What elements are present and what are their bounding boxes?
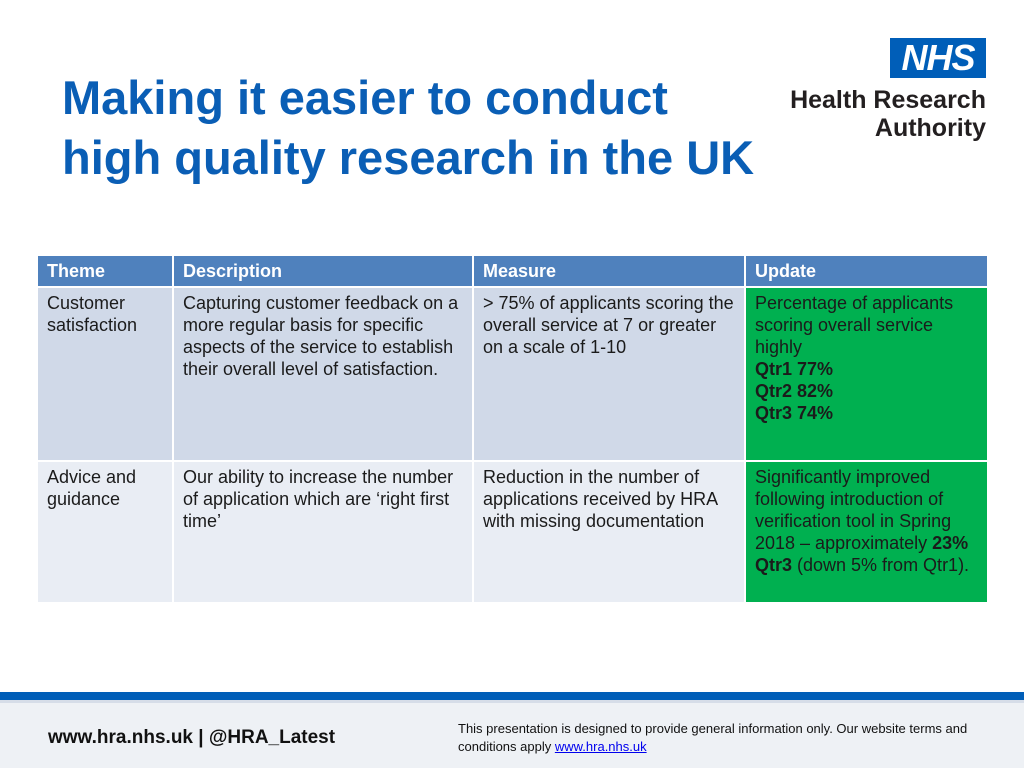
cell-description: Capturing customer feedback on a more regular basis for specific aspects of the service to establish their overall level of satisfaction. <box>173 287 473 461</box>
cell-update <box>745 287 988 461</box>
org-name <box>790 86 986 142</box>
header-theme: Theme <box>37 255 173 287</box>
update-highlight: 23% Qtr3 <box>755 533 969 575</box>
cell-theme: Customer satisfaction <box>37 287 173 461</box>
header-description: Description <box>173 255 473 287</box>
update-qtr2: Qtr2 82% <box>755 381 834 401</box>
table-row <box>37 461 988 603</box>
org-name-line-1: Health Research <box>790 86 986 114</box>
header-measure: Measure <box>473 255 745 287</box>
update-text: Percentage of applicants scoring overall service highly <box>755 293 954 357</box>
update-text: Significantly improved following introduction of verification tool in Spring 2018 – approximately <box>755 467 952 553</box>
footer-website-handle: www.hra.nhs.uk | @HRA_Latest <box>48 727 336 748</box>
slide-title-line-1: Making it easier to conduct <box>62 71 668 124</box>
footer-accent-bar <box>0 692 1024 700</box>
cell-measure: > 75% of applicants scoring the overall service at 7 or greater on a scale of 1-10 <box>473 287 745 461</box>
update-tail: (down 5% from Qtr1). <box>792 555 970 575</box>
cell-theme: Advice and guidance <box>37 461 173 603</box>
cell-description: Our ability to increase the number of application which are ‘right first time’ <box>173 461 473 603</box>
update-qtr1: Qtr1 77% <box>755 359 834 379</box>
nhs-logo-mark: NHS <box>890 38 986 78</box>
footer <box>0 703 1024 768</box>
disclaimer-text: This presentation is designed to provide general information only. Our website terms and conditions apply <box>458 721 968 754</box>
nhs-hra-logo <box>776 38 986 148</box>
header-update: Update <box>745 255 988 287</box>
update-qtr3: Qtr3 74% <box>755 403 834 423</box>
org-name-line-2: Authority <box>874 114 986 142</box>
slide-title <box>62 68 862 188</box>
slide-title-line-2: high quality research in the UK <box>62 131 755 184</box>
cell-update <box>745 461 988 603</box>
website-link[interactable]: www.hra.nhs.uk <box>554 739 647 754</box>
footer-disclaimer <box>458 720 998 756</box>
table-row <box>37 287 988 461</box>
cell-measure: Reduction in the number of applications received by HRA with missing documentation <box>473 461 745 603</box>
table-header-row <box>37 255 988 287</box>
performance-table <box>36 254 989 604</box>
